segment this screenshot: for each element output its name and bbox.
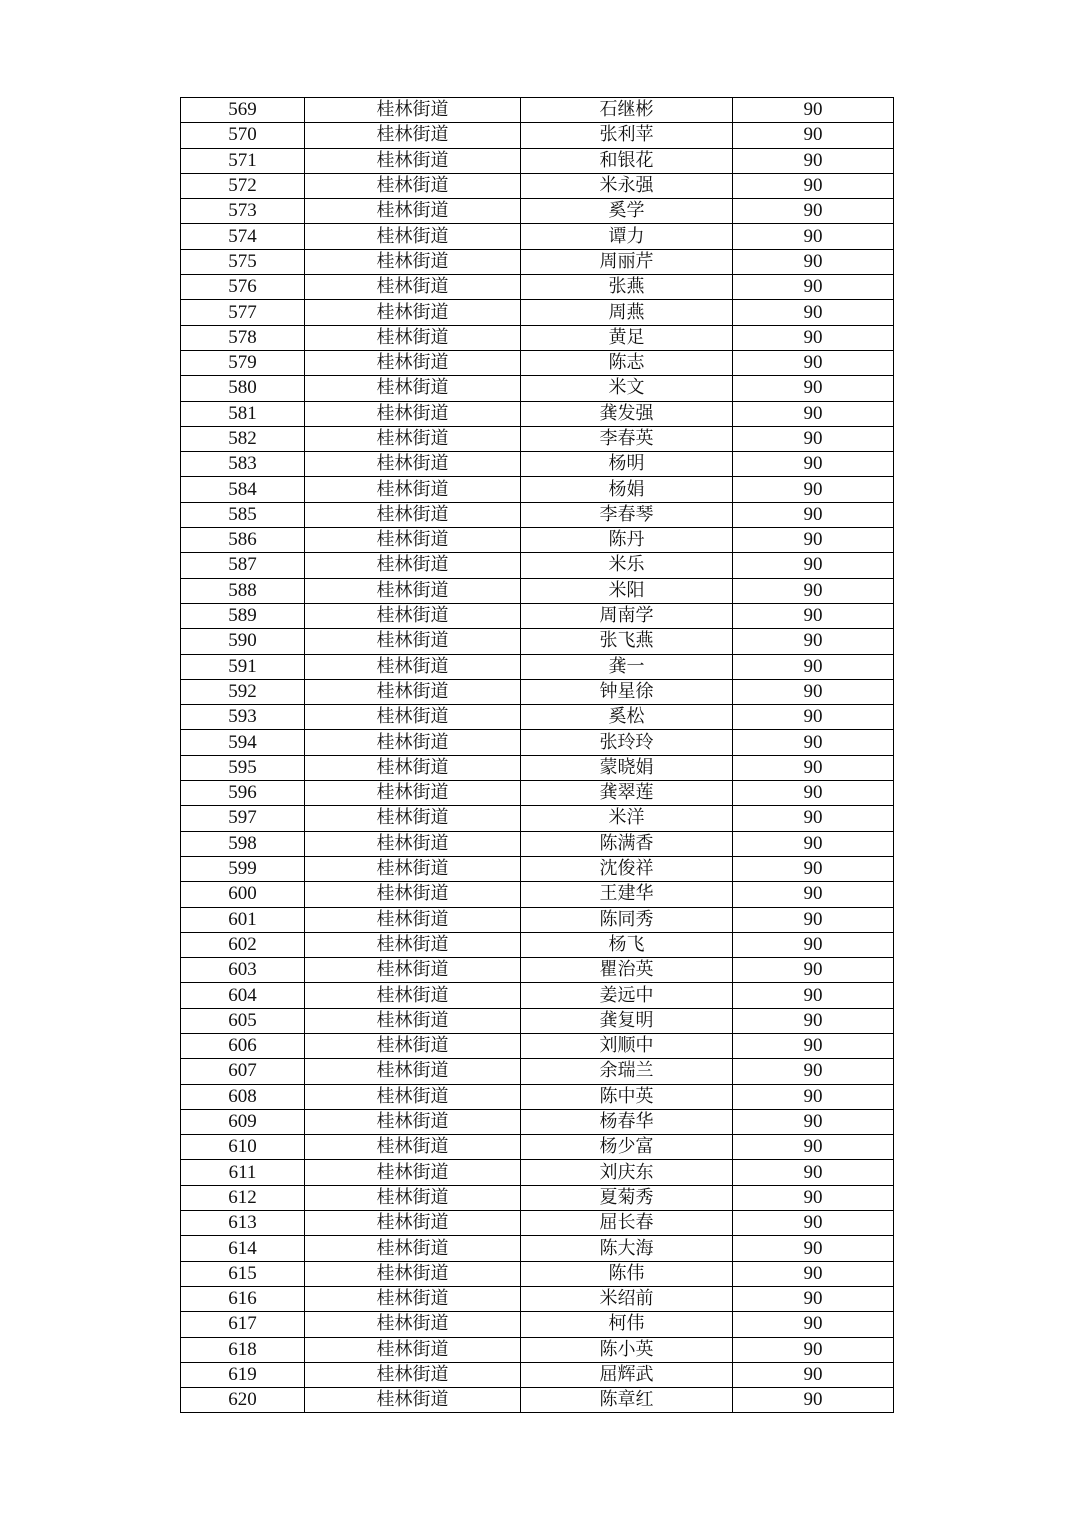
cell-name: 黄足 (521, 325, 733, 350)
cell-score: 90 (733, 275, 894, 300)
cell-name: 和银花 (521, 148, 733, 173)
cell-name: 杨飞 (521, 932, 733, 957)
cell-street: 桂林街道 (305, 376, 521, 401)
cell-score: 90 (733, 325, 894, 350)
cell-street: 桂林街道 (305, 1286, 521, 1311)
cell-number: 581 (181, 401, 305, 426)
cell-street: 桂林街道 (305, 148, 521, 173)
cell-street: 桂林街道 (305, 224, 521, 249)
cell-name: 瞿治英 (521, 958, 733, 983)
cell-score: 90 (733, 173, 894, 198)
table-row (181, 502, 894, 527)
table-row (181, 983, 894, 1008)
cell-street: 桂林街道 (305, 781, 521, 806)
table-row (181, 1337, 894, 1362)
cell-score: 90 (733, 224, 894, 249)
cell-number: 613 (181, 1211, 305, 1236)
table-row (181, 1135, 894, 1160)
table-row (181, 452, 894, 477)
table-row (181, 1185, 894, 1210)
table-row (181, 781, 894, 806)
cell-street: 桂林街道 (305, 249, 521, 274)
cell-street: 桂林街道 (305, 300, 521, 325)
cell-name: 沈俊祥 (521, 856, 733, 881)
cell-score: 90 (733, 401, 894, 426)
cell-name: 陈小英 (521, 1337, 733, 1362)
cell-name: 钟星徐 (521, 679, 733, 704)
cell-score: 90 (733, 603, 894, 628)
table-row (181, 831, 894, 856)
cell-score: 90 (733, 1185, 894, 1210)
cell-street: 桂林街道 (305, 325, 521, 350)
cell-name: 米永强 (521, 173, 733, 198)
cell-score: 90 (733, 1211, 894, 1236)
cell-street: 桂林街道 (305, 1388, 521, 1413)
cell-street: 桂林街道 (305, 1185, 521, 1210)
cell-street: 桂林街道 (305, 199, 521, 224)
table-row (181, 1312, 894, 1337)
cell-number: 602 (181, 932, 305, 957)
cell-number: 574 (181, 224, 305, 249)
cell-number: 588 (181, 578, 305, 603)
cell-score: 90 (733, 1135, 894, 1160)
cell-street: 桂林街道 (305, 1160, 521, 1185)
cell-name: 谭力 (521, 224, 733, 249)
cell-number: 603 (181, 958, 305, 983)
table-row (181, 199, 894, 224)
table-row (181, 932, 894, 957)
cell-name: 刘顺中 (521, 1033, 733, 1058)
table-row (181, 426, 894, 451)
roster-table (180, 97, 894, 1413)
cell-name: 杨明 (521, 452, 733, 477)
cell-number: 573 (181, 199, 305, 224)
cell-number: 570 (181, 123, 305, 148)
cell-number: 601 (181, 907, 305, 932)
cell-name: 陈满香 (521, 831, 733, 856)
cell-street: 桂林街道 (305, 1362, 521, 1387)
cell-street: 桂林街道 (305, 1084, 521, 1109)
cell-name: 杨春华 (521, 1109, 733, 1134)
cell-street: 桂林街道 (305, 477, 521, 502)
table-row (181, 755, 894, 780)
cell-number: 597 (181, 806, 305, 831)
table-row (181, 173, 894, 198)
cell-street: 桂林街道 (305, 654, 521, 679)
table-row (181, 553, 894, 578)
cell-score: 90 (733, 1337, 894, 1362)
cell-score: 90 (733, 1160, 894, 1185)
cell-score: 90 (733, 376, 894, 401)
table-row (181, 882, 894, 907)
cell-street: 桂林街道 (305, 705, 521, 730)
cell-score: 90 (733, 654, 894, 679)
cell-score: 90 (733, 882, 894, 907)
cell-street: 桂林街道 (305, 1312, 521, 1337)
cell-score: 90 (733, 629, 894, 654)
cell-number: 605 (181, 1008, 305, 1033)
cell-street: 桂林街道 (305, 1135, 521, 1160)
cell-score: 90 (733, 123, 894, 148)
table-row (181, 275, 894, 300)
table-row (181, 477, 894, 502)
cell-name: 龚复明 (521, 1008, 733, 1033)
cell-score: 90 (733, 1312, 894, 1337)
cell-name: 周南学 (521, 603, 733, 628)
cell-score: 90 (733, 1084, 894, 1109)
cell-number: 616 (181, 1286, 305, 1311)
cell-score: 90 (733, 1109, 894, 1134)
cell-name: 张利苹 (521, 123, 733, 148)
cell-name: 周丽芹 (521, 249, 733, 274)
cell-number: 571 (181, 148, 305, 173)
cell-name: 龚一 (521, 654, 733, 679)
cell-name: 奚松 (521, 705, 733, 730)
cell-street: 桂林街道 (305, 958, 521, 983)
cell-name: 米文 (521, 376, 733, 401)
cell-street: 桂林街道 (305, 1033, 521, 1058)
cell-name: 屈辉武 (521, 1362, 733, 1387)
cell-number: 590 (181, 629, 305, 654)
cell-score: 90 (733, 831, 894, 856)
table-row (181, 224, 894, 249)
cell-number: 572 (181, 173, 305, 198)
table-row (181, 679, 894, 704)
cell-street: 桂林街道 (305, 907, 521, 932)
table-row (181, 730, 894, 755)
cell-street: 桂林街道 (305, 452, 521, 477)
table-row (181, 578, 894, 603)
table-row (181, 1362, 894, 1387)
cell-name: 陈章红 (521, 1388, 733, 1413)
cell-name: 米阳 (521, 578, 733, 603)
table-row (181, 629, 894, 654)
cell-name: 张飞燕 (521, 629, 733, 654)
cell-street: 桂林街道 (305, 98, 521, 123)
cell-street: 桂林街道 (305, 806, 521, 831)
cell-street: 桂林街道 (305, 1008, 521, 1033)
cell-name: 石继彬 (521, 98, 733, 123)
cell-number: 612 (181, 1185, 305, 1210)
cell-score: 90 (733, 1033, 894, 1058)
cell-name: 王建华 (521, 882, 733, 907)
cell-score: 90 (733, 477, 894, 502)
table-row (181, 654, 894, 679)
cell-number: 598 (181, 831, 305, 856)
cell-number: 610 (181, 1135, 305, 1160)
cell-number: 594 (181, 730, 305, 755)
cell-number: 579 (181, 350, 305, 375)
cell-name: 米乐 (521, 553, 733, 578)
cell-score: 90 (733, 1388, 894, 1413)
cell-street: 桂林街道 (305, 603, 521, 628)
cell-name: 余瑞兰 (521, 1059, 733, 1084)
cell-name: 蒙晓娟 (521, 755, 733, 780)
cell-number: 592 (181, 679, 305, 704)
cell-score: 90 (733, 578, 894, 603)
cell-name: 张燕 (521, 275, 733, 300)
cell-score: 90 (733, 98, 894, 123)
cell-score: 90 (733, 553, 894, 578)
cell-score: 90 (733, 983, 894, 1008)
cell-number: 599 (181, 856, 305, 881)
table-row (181, 1109, 894, 1134)
cell-street: 桂林街道 (305, 882, 521, 907)
cell-score: 90 (733, 148, 894, 173)
cell-number: 596 (181, 781, 305, 806)
cell-score: 90 (733, 958, 894, 983)
cell-street: 桂林街道 (305, 502, 521, 527)
cell-score: 90 (733, 806, 894, 831)
cell-score: 90 (733, 452, 894, 477)
cell-name: 刘庆东 (521, 1160, 733, 1185)
cell-number: 600 (181, 882, 305, 907)
cell-street: 桂林街道 (305, 755, 521, 780)
table-row (181, 249, 894, 274)
cell-name: 夏菊秀 (521, 1185, 733, 1210)
cell-score: 90 (733, 705, 894, 730)
cell-name: 杨娟 (521, 477, 733, 502)
cell-name: 陈同秀 (521, 907, 733, 932)
table-row (181, 401, 894, 426)
cell-number: 604 (181, 983, 305, 1008)
cell-score: 90 (733, 1059, 894, 1084)
cell-score: 90 (733, 679, 894, 704)
table-row (181, 1236, 894, 1261)
cell-score: 90 (733, 502, 894, 527)
table-row (181, 1160, 894, 1185)
table-row (181, 856, 894, 881)
cell-street: 桂林街道 (305, 983, 521, 1008)
cell-street: 桂林街道 (305, 401, 521, 426)
cell-street: 桂林街道 (305, 578, 521, 603)
cell-number: 618 (181, 1337, 305, 1362)
cell-name: 龚翠莲 (521, 781, 733, 806)
cell-score: 90 (733, 1286, 894, 1311)
cell-street: 桂林街道 (305, 350, 521, 375)
cell-name: 李春琴 (521, 502, 733, 527)
cell-street: 桂林街道 (305, 1109, 521, 1134)
table-row (181, 1008, 894, 1033)
table-row (181, 123, 894, 148)
table-row (181, 1261, 894, 1286)
cell-number: 586 (181, 528, 305, 553)
cell-street: 桂林街道 (305, 1337, 521, 1362)
table-row (181, 705, 894, 730)
table-row (181, 98, 894, 123)
cell-score: 90 (733, 350, 894, 375)
cell-street: 桂林街道 (305, 1059, 521, 1084)
cell-number: 608 (181, 1084, 305, 1109)
table-row (181, 1211, 894, 1236)
cell-street: 桂林街道 (305, 528, 521, 553)
cell-number: 583 (181, 452, 305, 477)
table-row (181, 907, 894, 932)
table-row (181, 1286, 894, 1311)
table-row (181, 376, 894, 401)
cell-number: 575 (181, 249, 305, 274)
table-row (181, 325, 894, 350)
cell-street: 桂林街道 (305, 173, 521, 198)
cell-name: 姜远中 (521, 983, 733, 1008)
cell-number: 593 (181, 705, 305, 730)
cell-name: 周燕 (521, 300, 733, 325)
cell-name: 张玲玲 (521, 730, 733, 755)
table-row (181, 806, 894, 831)
cell-number: 609 (181, 1109, 305, 1134)
cell-score: 90 (733, 1236, 894, 1261)
table-row (181, 1084, 894, 1109)
cell-street: 桂林街道 (305, 831, 521, 856)
cell-score: 90 (733, 755, 894, 780)
cell-number: 577 (181, 300, 305, 325)
table-row (181, 1388, 894, 1413)
cell-street: 桂林街道 (305, 123, 521, 148)
cell-score: 90 (733, 907, 894, 932)
table-row (181, 958, 894, 983)
table-row (181, 603, 894, 628)
cell-number: 569 (181, 98, 305, 123)
cell-street: 桂林街道 (305, 1261, 521, 1286)
table-row (181, 528, 894, 553)
cell-name: 李春英 (521, 426, 733, 451)
cell-street: 桂林街道 (305, 730, 521, 755)
cell-score: 90 (733, 199, 894, 224)
table-row (181, 350, 894, 375)
cell-name: 米绍前 (521, 1286, 733, 1311)
cell-number: 614 (181, 1236, 305, 1261)
cell-name: 柯伟 (521, 1312, 733, 1337)
cell-street: 桂林街道 (305, 932, 521, 957)
cell-number: 607 (181, 1059, 305, 1084)
cell-score: 90 (733, 856, 894, 881)
cell-score: 90 (733, 300, 894, 325)
cell-number: 582 (181, 426, 305, 451)
cell-number: 615 (181, 1261, 305, 1286)
cell-number: 611 (181, 1160, 305, 1185)
cell-score: 90 (733, 1008, 894, 1033)
cell-name: 龚发强 (521, 401, 733, 426)
cell-name: 陈大海 (521, 1236, 733, 1261)
cell-street: 桂林街道 (305, 679, 521, 704)
table-row (181, 300, 894, 325)
cell-number: 589 (181, 603, 305, 628)
cell-number: 578 (181, 325, 305, 350)
cell-name: 陈伟 (521, 1261, 733, 1286)
cell-score: 90 (733, 426, 894, 451)
cell-score: 90 (733, 781, 894, 806)
cell-number: 580 (181, 376, 305, 401)
roster-table-body (181, 98, 894, 1413)
cell-score: 90 (733, 932, 894, 957)
cell-street: 桂林街道 (305, 426, 521, 451)
cell-name: 奚学 (521, 199, 733, 224)
cell-name: 米洋 (521, 806, 733, 831)
cell-name: 陈中英 (521, 1084, 733, 1109)
cell-number: 619 (181, 1362, 305, 1387)
cell-number: 576 (181, 275, 305, 300)
cell-score: 90 (733, 249, 894, 274)
cell-score: 90 (733, 528, 894, 553)
cell-score: 90 (733, 730, 894, 755)
cell-number: 591 (181, 654, 305, 679)
cell-name: 陈丹 (521, 528, 733, 553)
cell-score: 90 (733, 1362, 894, 1387)
table-row (181, 148, 894, 173)
table-row (181, 1033, 894, 1058)
cell-name: 屈长春 (521, 1211, 733, 1236)
table-row (181, 1059, 894, 1084)
cell-number: 585 (181, 502, 305, 527)
cell-number: 606 (181, 1033, 305, 1058)
cell-number: 587 (181, 553, 305, 578)
cell-street: 桂林街道 (305, 275, 521, 300)
cell-name: 杨少富 (521, 1135, 733, 1160)
cell-street: 桂林街道 (305, 1236, 521, 1261)
cell-number: 595 (181, 755, 305, 780)
cell-number: 620 (181, 1388, 305, 1413)
cell-street: 桂林街道 (305, 553, 521, 578)
cell-score: 90 (733, 1261, 894, 1286)
cell-number: 617 (181, 1312, 305, 1337)
cell-name: 陈志 (521, 350, 733, 375)
cell-number: 584 (181, 477, 305, 502)
cell-street: 桂林街道 (305, 856, 521, 881)
cell-street: 桂林街道 (305, 1211, 521, 1236)
cell-street: 桂林街道 (305, 629, 521, 654)
